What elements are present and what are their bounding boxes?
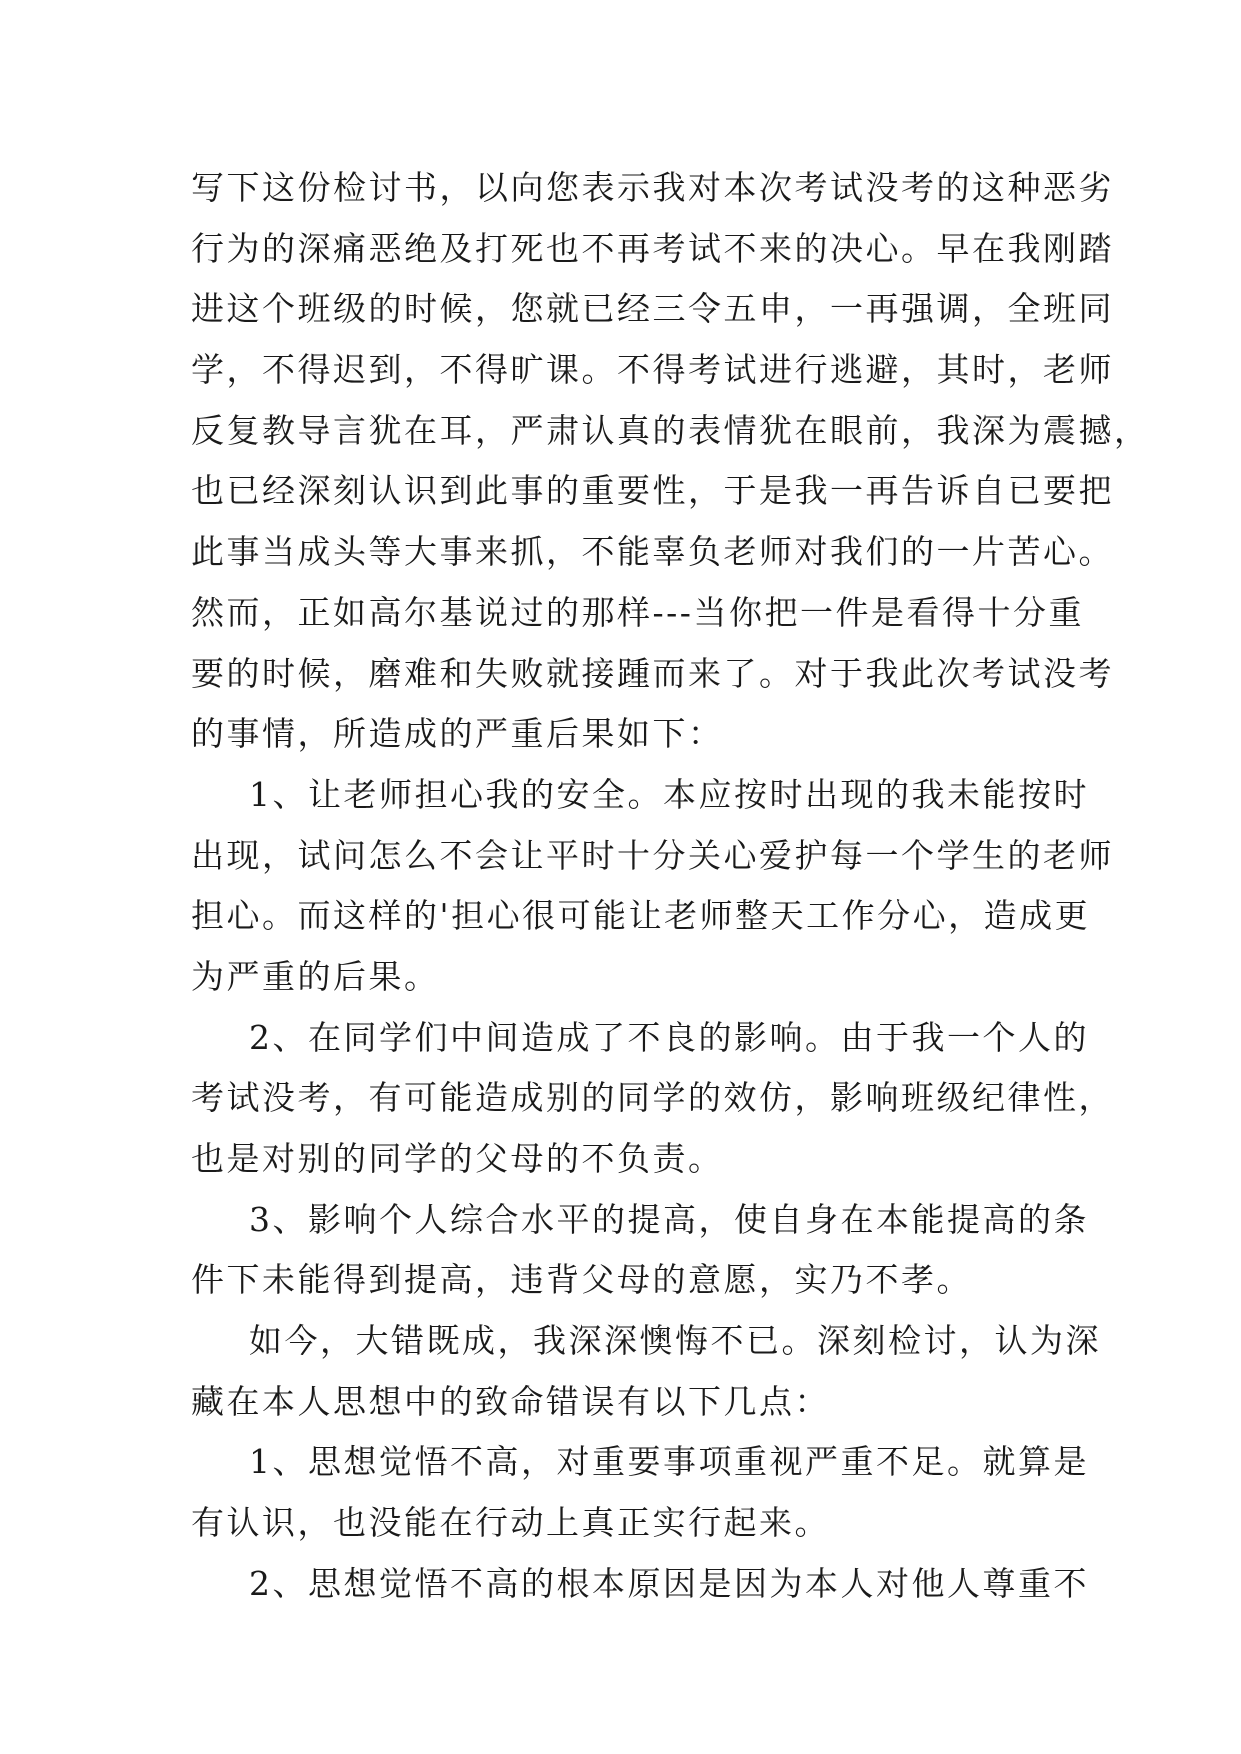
text-line-indented: 2、思想觉悟不高的根本原因是因为本人对他人尊重不 <box>249 1563 1089 1603</box>
text-line: 为严重的后果。 <box>191 956 440 996</box>
text-line: 进这个班级的时候，您就已经三令五申，一再强调，全班同 <box>191 289 1114 329</box>
text-line: 考试没考，有可能造成别的同学的效仿，影响班级纪律性， <box>191 1078 1114 1118</box>
text-line: 然而，正如高尔基说过的那样---当你把一件是看得十分重 <box>191 592 1084 632</box>
text-line: 行为的深痛恶绝及打死也不再考试不来的决心。早在我刚踏 <box>191 228 1114 268</box>
text-line: 担心。而这样的'担心很可能让老师整天工作分心，造成更 <box>191 896 1091 936</box>
document-body <box>191 158 1150 1615</box>
text-line: 有认识，也没能在行动上真正实行起来。 <box>191 1503 830 1543</box>
text-line: 也已经深刻认识到此事的重要性，于是我一再告诉自已要把 <box>191 471 1114 511</box>
text-line-indented: 3、影响个人综合水平的提高，使自身在本能提高的条 <box>249 1199 1089 1239</box>
text-line: 出现，试问怎么不会让平时十分关心爱护每一个学生的老师 <box>191 835 1114 875</box>
text-line-indented: 1、让老师担心我的安全。本应按时出现的我未能按时 <box>249 774 1089 814</box>
text-line-indented: 如今，大错既成，我深深懊悔不已。深刻检讨，认为深 <box>249 1321 1101 1361</box>
text-line: 要的时候，磨难和失败就接踵而来了。对于我此次考试没考 <box>191 653 1114 693</box>
text-line: 学，不得迟到，不得旷课。不得考试进行逃避，其时，老师 <box>191 350 1114 390</box>
text-line: 藏在本人思想中的致命错误有以下几点： <box>191 1381 830 1421</box>
text-line-indented: 1、思想觉悟不高，对重要事项重视严重不足。就算是 <box>249 1442 1089 1482</box>
text-line: 件下未能得到提高，违背父母的意愿，实乃不孝。 <box>191 1260 972 1300</box>
text-line: 反复教导言犹在耳，严肃认真的表情犹在眼前，我深为震撼， <box>191 410 1150 450</box>
text-line: 也是对别的同学的父母的不负责。 <box>191 1139 724 1178</box>
text-line-indented: 2、在同学们中间造成了不良的影响。由于我一个人的 <box>249 1017 1089 1057</box>
text-line: 此事当成头等大事来抓，不能辜负老师对我们的一片苦心。 <box>191 532 1114 572</box>
text-line: 的事情，所造成的严重后果如下： <box>191 714 724 754</box>
text-line: 写下这份检讨书，以向您表示我对本次考试没考的这种恶劣 <box>191 168 1114 207</box>
